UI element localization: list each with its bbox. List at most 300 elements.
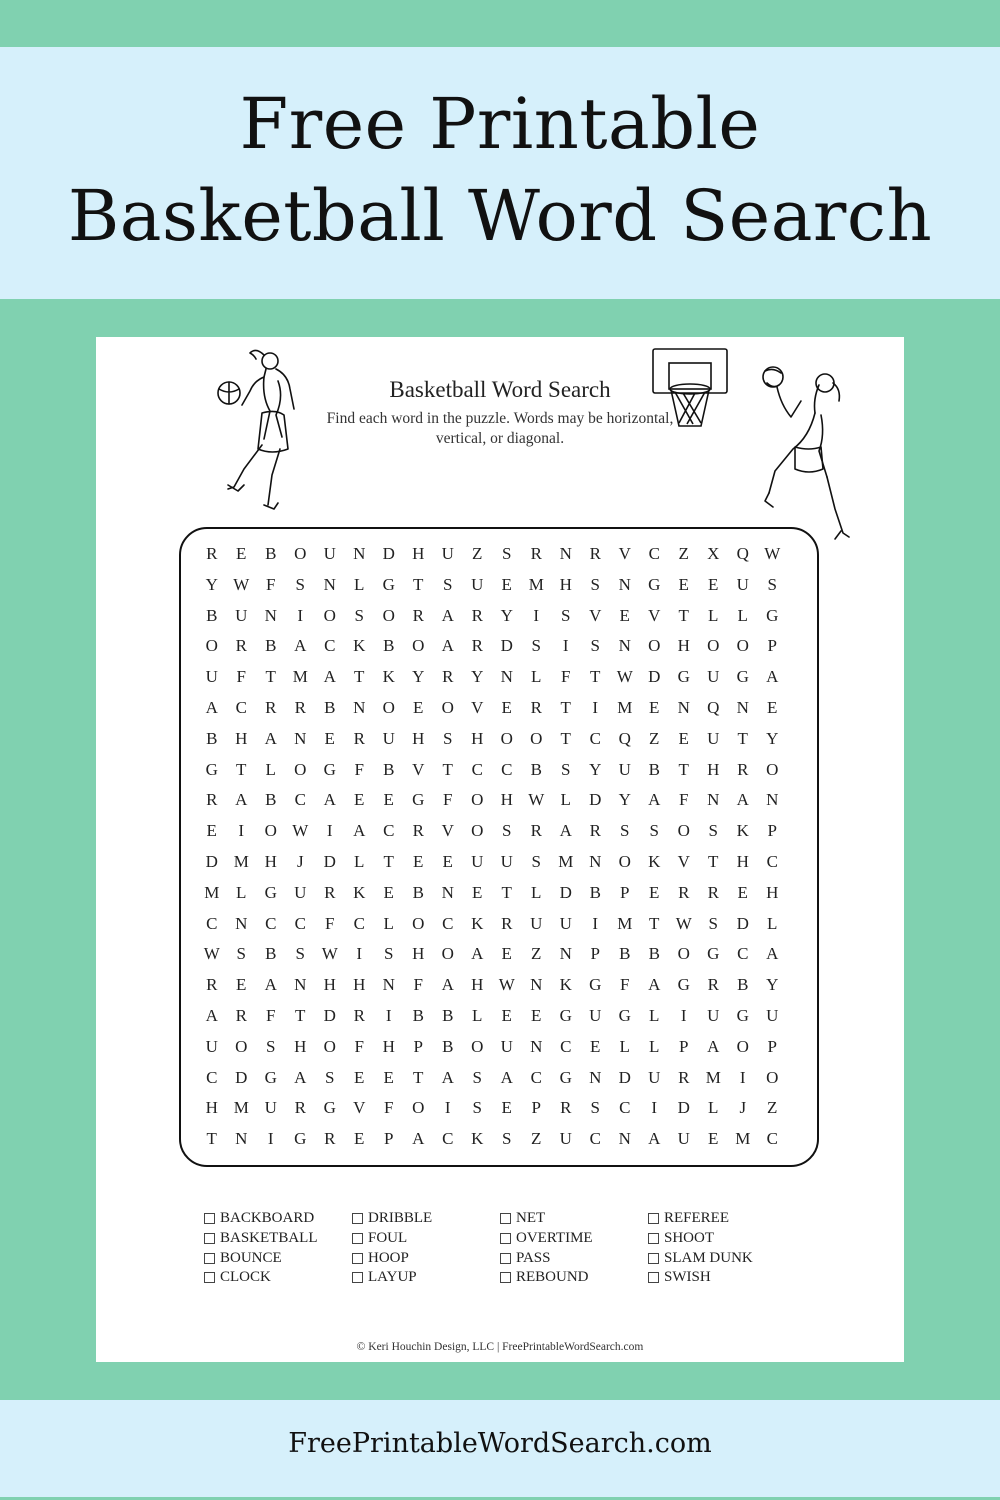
grid-letter[interactable]: P bbox=[767, 636, 777, 656]
grid-letter[interactable]: Q bbox=[618, 728, 631, 748]
grid-letter[interactable]: W bbox=[233, 574, 250, 594]
grid-letter[interactable]: C bbox=[442, 913, 454, 933]
grid-letter[interactable]: K bbox=[736, 821, 749, 841]
grid-letter[interactable]: E bbox=[501, 944, 512, 964]
grid-letter[interactable]: B bbox=[442, 1005, 454, 1025]
grid-letter[interactable]: U bbox=[589, 1005, 602, 1025]
grid-letter[interactable]: C bbox=[383, 821, 395, 841]
grid-letter[interactable]: R bbox=[737, 759, 749, 779]
grid-letter[interactable]: A bbox=[205, 697, 218, 717]
grid-letter[interactable]: I bbox=[651, 1098, 658, 1118]
grid-letter[interactable]: S bbox=[620, 821, 630, 841]
grid-letter[interactable]: L bbox=[708, 1098, 719, 1118]
grid-letter[interactable]: I bbox=[356, 944, 363, 964]
checkbox[interactable] bbox=[648, 1213, 659, 1224]
grid-letter[interactable]: W bbox=[675, 913, 692, 933]
grid-letter[interactable]: U bbox=[294, 882, 307, 902]
grid-letter[interactable]: C bbox=[766, 1129, 778, 1149]
grid-letter[interactable]: A bbox=[559, 821, 572, 841]
grid-letter[interactable]: Z bbox=[649, 728, 660, 748]
grid-letter[interactable]: D bbox=[382, 544, 395, 563]
grid-letter[interactable]: S bbox=[590, 574, 600, 594]
grid-letter[interactable]: S bbox=[443, 728, 453, 748]
grid-letter[interactable]: B bbox=[383, 759, 395, 779]
grid-letter[interactable]: D bbox=[618, 1067, 631, 1087]
grid-letter[interactable]: X bbox=[707, 544, 720, 563]
grid-letter[interactable]: Y bbox=[205, 574, 218, 594]
grid-letter[interactable]: A bbox=[648, 790, 661, 810]
grid-letter[interactable]: E bbox=[767, 697, 778, 717]
grid-letter[interactable]: A bbox=[648, 1129, 661, 1149]
grid-letter[interactable]: D bbox=[323, 1005, 336, 1025]
grid-letter[interactable]: S bbox=[384, 944, 394, 964]
grid-letter[interactable]: O bbox=[323, 605, 336, 625]
grid-letter[interactable]: E bbox=[383, 1067, 394, 1087]
grid-letter[interactable]: A bbox=[235, 790, 248, 810]
grid-letter[interactable]: I bbox=[267, 1129, 274, 1149]
grid-letter[interactable]: S bbox=[561, 605, 571, 625]
grid-letter[interactable]: H bbox=[205, 1098, 218, 1118]
grid-letter[interactable]: P bbox=[413, 1036, 423, 1056]
checkbox[interactable] bbox=[352, 1213, 363, 1224]
grid-letter[interactable]: G bbox=[707, 944, 720, 964]
grid-letter[interactable]: O bbox=[294, 544, 307, 563]
grid-letter[interactable]: S bbox=[531, 851, 541, 871]
grid-letter[interactable]: H bbox=[235, 728, 248, 748]
grid-letter[interactable]: O bbox=[471, 821, 484, 841]
grid-letter[interactable]: R bbox=[265, 697, 277, 717]
grid-letter[interactable]: R bbox=[678, 1067, 690, 1087]
grid-letter[interactable]: F bbox=[384, 1098, 394, 1118]
grid-letter[interactable]: U bbox=[471, 574, 484, 594]
grid-letter[interactable]: A bbox=[323, 790, 336, 810]
grid-letter[interactable]: Z bbox=[767, 1098, 778, 1118]
grid-letter[interactable]: O bbox=[412, 636, 425, 656]
checkbox[interactable] bbox=[352, 1233, 363, 1244]
grid-letter[interactable]: E bbox=[531, 1005, 542, 1025]
grid-letter[interactable]: H bbox=[736, 851, 749, 871]
grid-letter[interactable]: N bbox=[294, 728, 307, 748]
grid-letter[interactable]: O bbox=[707, 636, 720, 656]
grid-letter[interactable]: N bbox=[294, 975, 307, 995]
grid-letter[interactable]: A bbox=[264, 975, 277, 995]
grid-letter[interactable]: N bbox=[441, 882, 454, 902]
grid-letter[interactable]: D bbox=[677, 1098, 690, 1118]
grid-letter[interactable]: N bbox=[530, 975, 543, 995]
grid-letter[interactable]: F bbox=[354, 759, 364, 779]
grid-letter[interactable]: U bbox=[205, 667, 218, 687]
grid-letter[interactable]: R bbox=[530, 821, 542, 841]
grid-letter[interactable]: M bbox=[233, 1098, 249, 1118]
grid-letter[interactable]: N bbox=[382, 975, 395, 995]
grid-letter[interactable]: R bbox=[530, 544, 542, 563]
grid-letter[interactable]: U bbox=[500, 851, 513, 871]
grid-letter[interactable]: G bbox=[412, 790, 425, 810]
grid-letter[interactable]: C bbox=[560, 1036, 572, 1056]
grid-letter[interactable]: H bbox=[382, 1036, 395, 1056]
grid-letter[interactable]: E bbox=[501, 574, 512, 594]
grid-letter[interactable]: E bbox=[590, 1036, 601, 1056]
grid-letter[interactable]: V bbox=[353, 1098, 366, 1118]
grid-letter[interactable]: T bbox=[560, 728, 571, 748]
site-url[interactable]: FreePrintableWordSearch.com bbox=[288, 1428, 712, 1459]
grid-letter[interactable]: S bbox=[708, 913, 718, 933]
grid-letter[interactable]: O bbox=[294, 759, 307, 779]
grid-letter[interactable]: H bbox=[707, 759, 720, 779]
checkbox[interactable] bbox=[500, 1272, 511, 1283]
grid-letter[interactable]: E bbox=[708, 1129, 719, 1149]
grid-letter[interactable]: R bbox=[324, 882, 336, 902]
grid-letter[interactable]: T bbox=[383, 851, 394, 871]
grid-letter[interactable]: E bbox=[619, 605, 630, 625]
grid-letter[interactable]: M bbox=[558, 851, 574, 871]
grid-letter[interactable]: O bbox=[530, 728, 543, 748]
grid-letter[interactable]: T bbox=[413, 574, 424, 594]
grid-letter[interactable]: E bbox=[413, 697, 424, 717]
grid-letter[interactable]: U bbox=[618, 759, 631, 779]
grid-letter[interactable]: G bbox=[589, 975, 602, 995]
grid-letter[interactable]: Z bbox=[472, 544, 483, 563]
grid-letter[interactable]: I bbox=[562, 636, 569, 656]
grid-letter[interactable]: C bbox=[265, 913, 277, 933]
grid-letter[interactable]: C bbox=[442, 1129, 454, 1149]
grid-letter[interactable]: R bbox=[678, 882, 690, 902]
grid-letter[interactable]: H bbox=[353, 975, 366, 995]
grid-letter[interactable]: O bbox=[412, 913, 425, 933]
checkbox[interactable] bbox=[648, 1253, 659, 1264]
checkbox[interactable] bbox=[648, 1272, 659, 1283]
grid-letter[interactable]: E bbox=[324, 728, 335, 748]
grid-letter[interactable]: G bbox=[736, 667, 749, 687]
grid-letter[interactable]: V bbox=[412, 759, 425, 779]
checkbox[interactable] bbox=[500, 1213, 511, 1224]
grid-letter[interactable]: R bbox=[471, 605, 483, 625]
grid-letter[interactable]: S bbox=[531, 636, 541, 656]
checkbox[interactable] bbox=[648, 1233, 659, 1244]
grid-letter[interactable]: Z bbox=[531, 944, 542, 964]
grid-letter[interactable]: G bbox=[677, 667, 690, 687]
grid-letter[interactable]: A bbox=[648, 975, 661, 995]
grid-letter[interactable]: C bbox=[294, 913, 306, 933]
grid-letter[interactable]: L bbox=[354, 574, 365, 594]
grid-letter[interactable]: N bbox=[235, 1129, 248, 1149]
grid-letter[interactable]: R bbox=[206, 544, 218, 563]
grid-letter[interactable]: R bbox=[294, 697, 306, 717]
grid-letter[interactable]: O bbox=[471, 1036, 484, 1056]
grid-letter[interactable]: P bbox=[531, 1098, 541, 1118]
grid-letter[interactable]: B bbox=[265, 544, 277, 563]
grid-letter[interactable]: D bbox=[235, 1067, 248, 1087]
grid-letter[interactable]: A bbox=[323, 667, 336, 687]
grid-letter[interactable]: C bbox=[530, 1067, 542, 1087]
grid-letter[interactable]: S bbox=[295, 944, 305, 964]
grid-letter[interactable]: O bbox=[766, 759, 779, 779]
grid-letter[interactable]: I bbox=[739, 1067, 746, 1087]
grid-letter[interactable]: I bbox=[592, 697, 599, 717]
grid-letter[interactable]: U bbox=[500, 1036, 513, 1056]
grid-letter[interactable]: C bbox=[589, 728, 601, 748]
grid-letter[interactable]: T bbox=[560, 697, 571, 717]
grid-letter[interactable]: B bbox=[737, 975, 749, 995]
grid-letter[interactable]: P bbox=[767, 821, 777, 841]
grid-letter[interactable]: N bbox=[353, 697, 366, 717]
grid-letter[interactable]: A bbox=[353, 821, 366, 841]
grid-letter[interactable]: J bbox=[739, 1098, 747, 1118]
grid-letter[interactable]: C bbox=[353, 913, 365, 933]
grid-letter[interactable]: D bbox=[589, 790, 602, 810]
grid-letter[interactable]: E bbox=[501, 1098, 512, 1118]
grid-letter[interactable]: U bbox=[323, 544, 336, 563]
grid-letter[interactable]: T bbox=[265, 667, 276, 687]
grid-letter[interactable]: G bbox=[677, 975, 690, 995]
grid-letter[interactable]: W bbox=[616, 667, 633, 687]
grid-letter[interactable]: A bbox=[766, 667, 779, 687]
grid-letter[interactable]: A bbox=[766, 944, 779, 964]
grid-letter[interactable]: A bbox=[441, 636, 454, 656]
grid-letter[interactable]: F bbox=[354, 1036, 364, 1056]
grid-letter[interactable]: L bbox=[354, 851, 365, 871]
grid-letter[interactable]: R bbox=[206, 975, 218, 995]
grid-letter[interactable]: A bbox=[294, 636, 307, 656]
grid-letter[interactable]: Y bbox=[618, 790, 631, 810]
grid-letter[interactable]: A bbox=[441, 1067, 454, 1087]
grid-letter[interactable]: E bbox=[206, 821, 217, 841]
grid-letter[interactable]: O bbox=[323, 1036, 336, 1056]
grid-letter[interactable]: P bbox=[620, 882, 630, 902]
grid-letter[interactable]: A bbox=[471, 944, 484, 964]
grid-letter[interactable]: S bbox=[649, 821, 659, 841]
grid-letter[interactable]: G bbox=[559, 1005, 572, 1025]
grid-letter[interactable]: A bbox=[264, 728, 277, 748]
grid-letter[interactable]: U bbox=[707, 1005, 720, 1025]
grid-letter[interactable]: E bbox=[413, 851, 424, 871]
grid-letter[interactable]: H bbox=[412, 944, 425, 964]
grid-letter[interactable]: F bbox=[443, 790, 453, 810]
grid-letter[interactable]: B bbox=[619, 944, 631, 964]
grid-letter[interactable]: D bbox=[559, 882, 572, 902]
grid-letter[interactable]: S bbox=[502, 821, 512, 841]
checkbox[interactable] bbox=[500, 1253, 511, 1264]
grid-letter[interactable]: U bbox=[235, 605, 248, 625]
grid-letter[interactable]: G bbox=[323, 759, 336, 779]
grid-letter[interactable]: U bbox=[559, 1129, 572, 1149]
grid-letter[interactable]: R bbox=[235, 1005, 247, 1025]
grid-letter[interactable]: N bbox=[530, 1036, 543, 1056]
grid-letter[interactable]: R bbox=[589, 821, 601, 841]
grid-letter[interactable]: O bbox=[736, 636, 749, 656]
grid-letter[interactable]: V bbox=[441, 821, 454, 841]
grid-letter[interactable]: K bbox=[471, 913, 484, 933]
grid-letter[interactable]: N bbox=[353, 544, 366, 563]
grid-letter[interactable]: W bbox=[498, 975, 515, 995]
grid-letter[interactable]: R bbox=[353, 728, 365, 748]
grid-letter[interactable]: R bbox=[530, 697, 542, 717]
grid-letter[interactable]: C bbox=[471, 759, 483, 779]
grid-letter[interactable]: T bbox=[413, 1067, 424, 1087]
grid-letter[interactable]: N bbox=[618, 574, 631, 594]
grid-letter[interactable]: Y bbox=[412, 667, 425, 687]
grid-letter[interactable]: R bbox=[235, 636, 247, 656]
grid-letter[interactable]: E bbox=[354, 1067, 365, 1087]
grid-letter[interactable]: S bbox=[472, 1067, 482, 1087]
checkbox[interactable] bbox=[204, 1213, 215, 1224]
grid-letter[interactable]: A bbox=[500, 1067, 513, 1087]
grid-letter[interactable]: N bbox=[618, 1129, 631, 1149]
grid-letter[interactable]: I bbox=[238, 821, 245, 841]
grid-letter[interactable]: U bbox=[766, 1005, 779, 1025]
grid-letter[interactable]: L bbox=[531, 667, 542, 687]
grid-letter[interactable]: O bbox=[736, 1036, 749, 1056]
grid-letter[interactable]: O bbox=[500, 728, 513, 748]
grid-letter[interactable]: H bbox=[471, 975, 484, 995]
grid-letter[interactable]: O bbox=[382, 697, 395, 717]
grid-letter[interactable]: Y bbox=[500, 605, 513, 625]
grid-letter[interactable]: U bbox=[471, 851, 484, 871]
grid-letter[interactable]: Z bbox=[678, 544, 689, 563]
grid-letter[interactable]: C bbox=[648, 544, 660, 563]
grid-letter[interactable]: T bbox=[708, 851, 719, 871]
grid-letter[interactable]: V bbox=[648, 605, 661, 625]
grid-letter[interactable]: M bbox=[705, 1067, 721, 1087]
grid-letter[interactable]: N bbox=[559, 544, 572, 563]
grid-letter[interactable]: W bbox=[528, 790, 545, 810]
grid-letter[interactable]: R bbox=[442, 667, 454, 687]
grid-letter[interactable]: V bbox=[677, 851, 690, 871]
grid-letter[interactable]: B bbox=[412, 1005, 424, 1025]
grid-letter[interactable]: A bbox=[736, 790, 749, 810]
grid-letter[interactable]: E bbox=[501, 697, 512, 717]
grid-letter[interactable]: R bbox=[206, 790, 218, 810]
grid-letter[interactable]: C bbox=[206, 913, 218, 933]
grid-letter[interactable]: H bbox=[412, 544, 425, 563]
grid-letter[interactable]: U bbox=[736, 574, 749, 594]
grid-letter[interactable]: H bbox=[294, 1036, 307, 1056]
grid-letter[interactable]: M bbox=[204, 882, 220, 902]
grid-letter[interactable]: S bbox=[443, 574, 453, 594]
grid-letter[interactable]: C bbox=[294, 790, 306, 810]
grid-letter[interactable]: D bbox=[736, 913, 749, 933]
grid-letter[interactable]: E bbox=[678, 728, 689, 748]
grid-letter[interactable]: G bbox=[382, 574, 395, 594]
grid-letter[interactable]: K bbox=[353, 882, 366, 902]
grid-letter[interactable]: C bbox=[235, 697, 247, 717]
grid-letter[interactable]: B bbox=[589, 882, 601, 902]
grid-letter[interactable]: S bbox=[236, 944, 246, 964]
grid-letter[interactable]: G bbox=[264, 1067, 277, 1087]
grid-letter[interactable]: P bbox=[679, 1036, 689, 1056]
grid-letter[interactable]: U bbox=[205, 1036, 218, 1056]
grid-letter[interactable]: A bbox=[441, 605, 454, 625]
grid-letter[interactable]: H bbox=[323, 975, 336, 995]
grid-letter[interactable]: T bbox=[236, 759, 247, 779]
grid-letter[interactable]: O bbox=[382, 605, 395, 625]
grid-letter[interactable]: W bbox=[292, 821, 309, 841]
grid-letter[interactable]: K bbox=[382, 667, 395, 687]
grid-letter[interactable]: E bbox=[501, 1005, 512, 1025]
grid-letter[interactable]: C bbox=[589, 1129, 601, 1149]
grid-letter[interactable]: U bbox=[441, 544, 454, 563]
grid-letter[interactable]: H bbox=[766, 882, 779, 902]
grid-letter[interactable]: S bbox=[502, 1129, 512, 1149]
grid-letter[interactable]: G bbox=[648, 574, 661, 594]
grid-letter[interactable]: T bbox=[590, 667, 601, 687]
grid-letter[interactable]: P bbox=[767, 1036, 777, 1056]
grid-letter[interactable]: E bbox=[354, 790, 365, 810]
grid-letter[interactable]: B bbox=[412, 882, 424, 902]
grid-letter[interactable]: E bbox=[708, 574, 719, 594]
grid-letter[interactable]: P bbox=[384, 1129, 394, 1149]
grid-letter[interactable]: A bbox=[412, 1129, 425, 1149]
grid-letter[interactable]: C bbox=[737, 944, 749, 964]
grid-letter[interactable]: E bbox=[383, 882, 394, 902]
grid-letter[interactable]: R bbox=[589, 544, 601, 563]
grid-letter[interactable]: N bbox=[264, 605, 277, 625]
grid-letter[interactable]: D bbox=[500, 636, 513, 656]
grid-letter[interactable]: O bbox=[471, 790, 484, 810]
grid-letter[interactable]: E bbox=[354, 1129, 365, 1149]
grid-letter[interactable]: L bbox=[560, 790, 571, 810]
grid-letter[interactable]: N bbox=[618, 636, 631, 656]
grid-letter[interactable]: L bbox=[236, 882, 247, 902]
grid-letter[interactable]: N bbox=[677, 697, 690, 717]
grid-letter[interactable]: O bbox=[441, 944, 454, 964]
grid-letter[interactable]: A bbox=[205, 1005, 218, 1025]
grid-letter[interactable]: G bbox=[559, 1067, 572, 1087]
grid-letter[interactable]: B bbox=[206, 605, 218, 625]
grid-letter[interactable]: G bbox=[618, 1005, 631, 1025]
grid-letter[interactable]: I bbox=[385, 1005, 392, 1025]
grid-letter[interactable]: G bbox=[294, 1129, 307, 1149]
grid-letter[interactable]: R bbox=[501, 913, 513, 933]
checkbox[interactable] bbox=[204, 1253, 215, 1264]
grid-letter[interactable]: R bbox=[707, 975, 719, 995]
grid-letter[interactable]: M bbox=[617, 697, 633, 717]
grid-letter[interactable]: U bbox=[707, 667, 720, 687]
grid-letter[interactable]: U bbox=[707, 728, 720, 748]
grid-letter[interactable]: Q bbox=[707, 697, 720, 717]
grid-letter[interactable]: S bbox=[502, 544, 512, 563]
grid-letter[interactable]: L bbox=[472, 1005, 483, 1025]
grid-letter[interactable]: G bbox=[205, 759, 218, 779]
grid-letter[interactable]: Q bbox=[736, 544, 749, 563]
grid-letter[interactable]: E bbox=[678, 574, 689, 594]
grid-letter[interactable]: K bbox=[559, 975, 572, 995]
grid-letter[interactable]: H bbox=[264, 851, 277, 871]
grid-letter[interactable]: L bbox=[767, 913, 778, 933]
grid-letter[interactable]: V bbox=[618, 544, 631, 563]
grid-letter[interactable]: B bbox=[530, 759, 542, 779]
grid-letter[interactable]: B bbox=[265, 944, 277, 964]
grid-letter[interactable]: K bbox=[353, 636, 366, 656]
grid-letter[interactable]: W bbox=[764, 544, 781, 563]
grid-letter[interactable]: A bbox=[441, 975, 454, 995]
grid-letter[interactable]: E bbox=[236, 544, 247, 563]
grid-letter[interactable]: O bbox=[441, 697, 454, 717]
grid-letter[interactable]: M bbox=[292, 667, 308, 687]
checkbox[interactable] bbox=[204, 1233, 215, 1244]
grid-letter[interactable]: E bbox=[236, 975, 247, 995]
grid-letter[interactable]: M bbox=[528, 574, 544, 594]
grid-letter[interactable]: B bbox=[442, 1036, 454, 1056]
grid-letter[interactable]: R bbox=[294, 1098, 306, 1118]
grid-letter[interactable]: O bbox=[412, 1098, 425, 1118]
grid-letter[interactable]: S bbox=[767, 574, 777, 594]
grid-letter[interactable]: D bbox=[648, 667, 661, 687]
grid-letter[interactable]: R bbox=[324, 1129, 336, 1149]
grid-letter[interactable]: G bbox=[736, 1005, 749, 1025]
grid-letter[interactable]: H bbox=[471, 728, 484, 748]
grid-letter[interactable]: U bbox=[677, 1129, 690, 1149]
